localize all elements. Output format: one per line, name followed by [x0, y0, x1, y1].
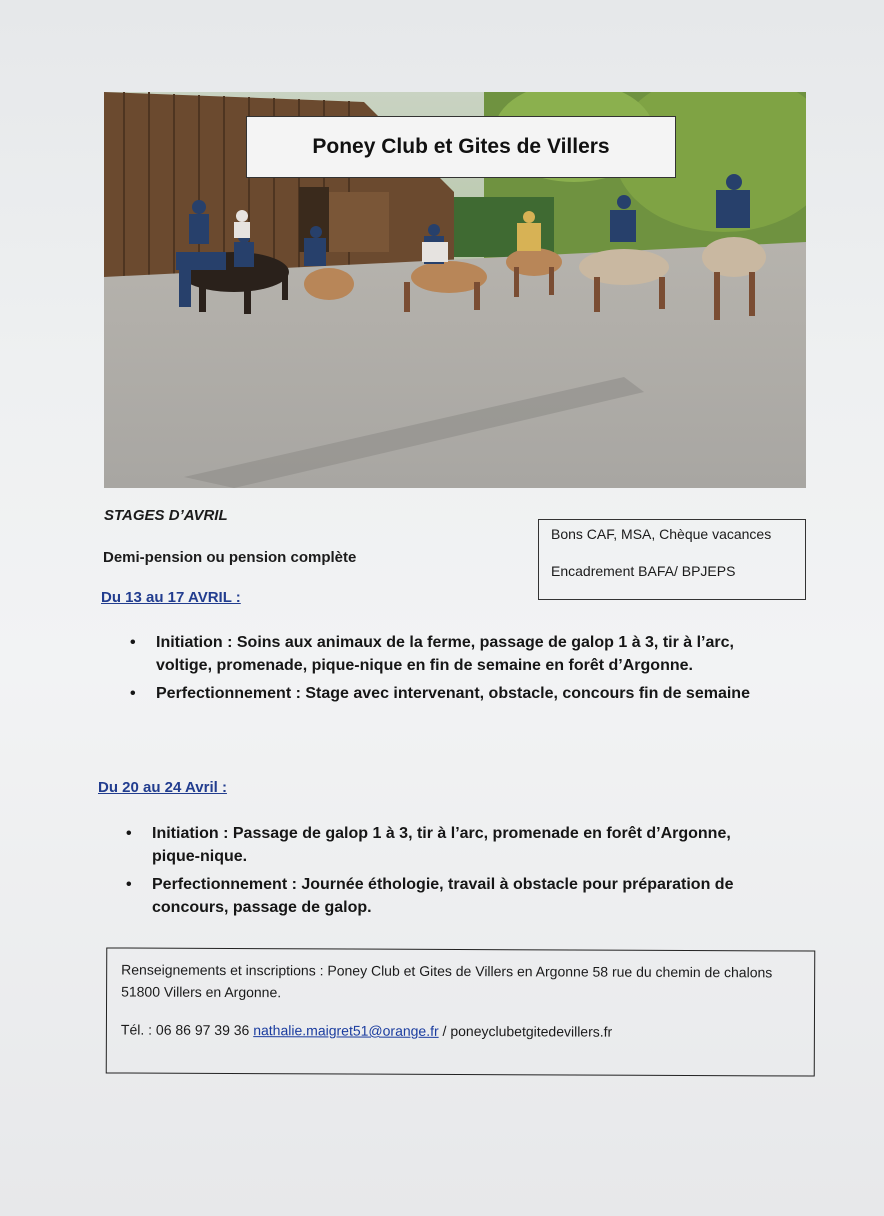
contact-box	[106, 947, 816, 1076]
period-heading-1: Du 13 au 17 AVRIL :	[101, 589, 241, 606]
contact-website: / poneyclubetgitedevillers.fr	[438, 1022, 613, 1040]
payment-info-box	[538, 519, 806, 600]
list-item: • Initiation : Soins aux animaux de la ferme, passage de galop 1 à 3, tir à l’arc, voltige, promenade, pique-nique en fin de semaine en forêt d’Argonne.	[132, 631, 792, 677]
flyer-title: Poney Club et Gites de Villers	[246, 116, 676, 178]
list-item: • Perfectionnement : Stage avec intervenant, obstacle, concours fin de semaine	[132, 682, 792, 705]
list-item: • Perfectionnement : Journée éthologie, travail à obstacle pour préparation de concours, passage de galop.	[128, 873, 738, 919]
contact-email-link[interactable]: nathalie.maigret51@orange.fr	[253, 1022, 439, 1039]
payment-methods: Bons CAF, MSA, Chèque vacances	[551, 526, 772, 542]
staff-qualifications: Encadrement BAFA/ BPJEPS	[551, 563, 736, 579]
stages-heading: STAGES D’AVRIL	[104, 507, 228, 524]
period-heading-2: Du 20 au 24 Avril :	[98, 779, 227, 796]
period-2-list	[128, 822, 738, 924]
period-1-list	[132, 631, 792, 710]
contact-phone: Tél. : 06 86 97 39 36	[120, 1021, 250, 1039]
contact-line	[121, 1019, 800, 1044]
contact-address: Renseignements et inscriptions : Poney Club et Gites de Villers en Argonne 58 rue du chemin de chalons 51800 Villers en Argonne.	[121, 961, 773, 1001]
pension-heading: Demi-pension ou pension complète	[103, 549, 357, 566]
list-item: • Initiation : Passage de galop 1 à 3, tir à l’arc, promenade en forêt d’Argonne, pique-nique.	[128, 822, 738, 868]
